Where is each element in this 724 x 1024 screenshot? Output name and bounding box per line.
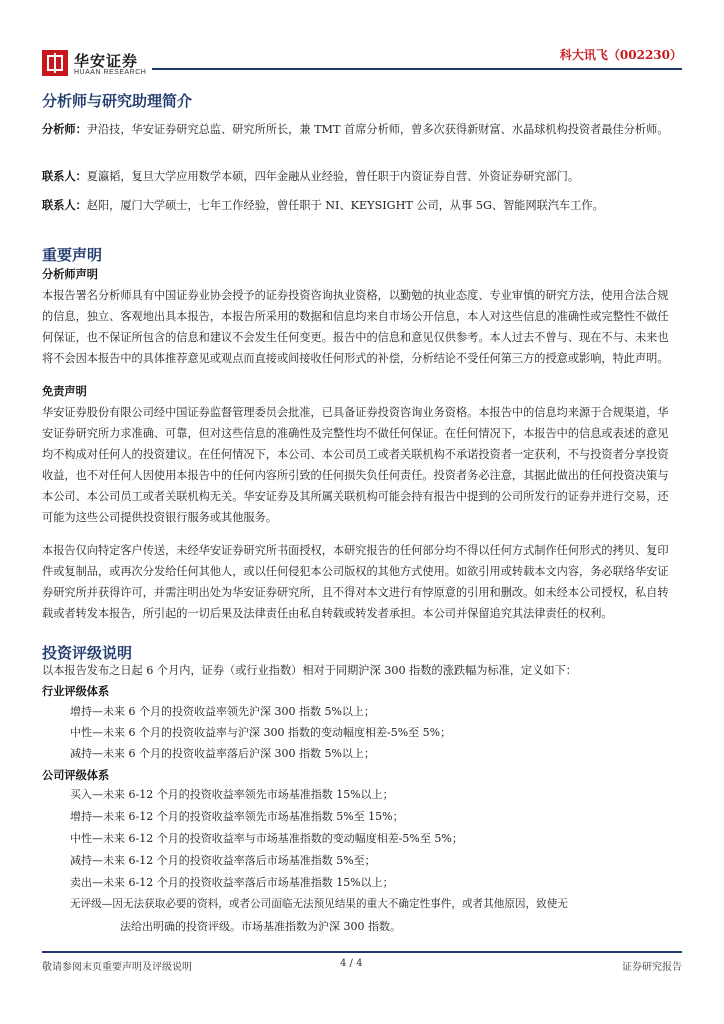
contact-text-1: 夏瀛韬，复旦大学应用数学本硕，四年金融从业经验，曾任职于内资证券自营、外资证券研究部门。 [86,170,580,183]
footer-divider [42,951,682,953]
contact-entry-1 [42,166,678,187]
header-divider [152,68,682,70]
rating-intro: 以本报告发布之日起 6 个月内，证券（或行业指数）相对于同期沪深 300 指数的涨跌幅为标准，定义如下： [42,664,577,677]
analyst-statement-title: 分析师声明 [42,267,98,281]
disclaimer-title: 重要声明 [42,246,103,264]
company-rating-item: 卖出—未来 6-12 个月的投资收益率落后市场基准指数 15%以上； [70,876,394,889]
industry-rating-item: 减持—未来 6 个月的投资收益率落后沪深 300 指数 5%以上； [70,747,375,760]
analyst-entry [42,119,678,140]
contact-entry-2 [42,195,678,216]
exemption-text-1: 华安证券股份有限公司经中国证券监督管理委员会批准，已具备证券投资咨询业务资格。本报告中的信息均来源于合规渠道，华安证券研究所力求准确、可靠，但对这些信息的准确性及完整性均不做任何保证。在任何情况下，本报告中的信息或表述的意见均不构成对任何人的投资建议。在任何情况下，本公司、本公司员工或者关联机构不承诺投资者一定获利，不与投资者分享投资收益，也不对任何人因使用本报告中的任何内容所引致的任何损失负任何责任。投资者务必注意，其据此做出的任何投资决策与本公司、本公司员工或者关联机构无关。华安证券及其所属关联机构可能会持有报告中提到的公司所发行的证券并进行交易，还可能为这些公司提供投资银行服务或其他服务。 [42,406,669,524]
company-rating-item: 中性—未来 6-12 个月的投资收益率与市场基准指数的变动幅度相差-5%至 5%； [70,832,463,845]
analyst-statement-text: 本报告署名分析师具有中国证券业协会授予的证券投资咨询执业资格，以勤勉的执业态度、专业审慎的研究方法，使用合法合规的信息，独立、客观地出具本报告，本报告所采用的数据和信息均来自市场公开信息，本人对这些信息的准确性或完整性不做任何保证，也不保证所包含的信息和建议不会发生任何变更。报告中的信息和意见仅供参考。本人过去不曾与、现在不与、未来也将不会因本报告中的具体推荐意见或观点而直接或间接收任何形式的补偿，分析结论不受任何第三方的授意或影响，特此声明。 [42,289,669,365]
rating-title: 投资评级说明 [42,644,133,662]
exemption-title: 免责声明 [42,384,87,398]
analyst-label: 分析师： [42,122,87,136]
no-rating-line-1: 无评级—因无法获取必要的资料，或者公司面临无法预见结果的重大不确定性事件，或者其他原因，致使无 [70,898,568,910]
huaan-logo-icon [42,50,68,76]
stock-label: 科大讯飞（002230） [559,48,682,62]
footer-note: 敬请参阅末页重要声明及评级说明 [42,962,192,973]
exemption-text-2: 本报告仅向特定客户传送，未经华安证券研究所书面授权，本研究报告的任何部分均不得以任何方式制作任何形式的拷贝、复印件或复制品，或再次分发给任何其他人，或以任何侵犯本公司版权的其他方式使用。如欲引用或转载本文内容，务必联络华安证券研究所并获得许可，并需注明出处为华安证券研究所，且不得对本文进行有悖原意的引用和删改。如未经本公司授权，私自转载或者转发本报告，所引起的一切后果及法律责任由私自转载或转发者承担。本公司并保留追究其法律责任的权利。 [42,544,669,620]
page-number: 4 / 4 [340,958,363,969]
no-rating-line-2: 法给出明确的投资评级。市场基准指数为沪深 300 指数。 [120,920,401,933]
analyst-text: 尹沿技，华安证券研究总监、研究所所长，兼 TMT 首席分析师，曾多次获得新财富、水晶球机构投资者最佳分析师。 [86,123,669,136]
contact-label-2: 联系人： [42,198,87,212]
industry-rating-item: 中性—未来 6 个月的投资收益率与沪深 300 指数的变动幅度相差-5%至 5%； [70,726,452,739]
company-rating-item: 减持—未来 6-12 个月的投资收益率落后市场基准指数 5%至； [70,854,376,867]
logo-text-cn: 华安证券 [74,52,139,70]
page-header [42,40,682,86]
company-rating-item: 买入—未来 6-12 个月的投资收益率领先市场基准指数 15%以上； [70,788,394,801]
footer-report-type: 证券研究报告 [622,962,682,973]
company-rating-title: 公司评级体系 [42,768,110,782]
contact-text-2: 赵阳，厦门大学硕士，七年工作经验，曾任职于 NI、KEYSIGHT 公司，从事 5G、智能网联汽车工作。 [86,199,604,212]
industry-rating-title: 行业评级体系 [42,684,110,698]
huaan-logo [42,50,162,86]
industry-rating-item: 增持—未来 6 个月的投资收益率领先沪深 300 指数 5%以上； [70,705,375,718]
contact-label-1: 联系人： [42,169,87,183]
logo-text-en: HUAAN RESEARCH [74,69,147,76]
company-rating-item: 增持—未来 6-12 个月的投资收益率领先市场基准指数 5%至 15%； [70,810,404,823]
analysts-title: 分析师与研究助理简介 [42,92,193,110]
